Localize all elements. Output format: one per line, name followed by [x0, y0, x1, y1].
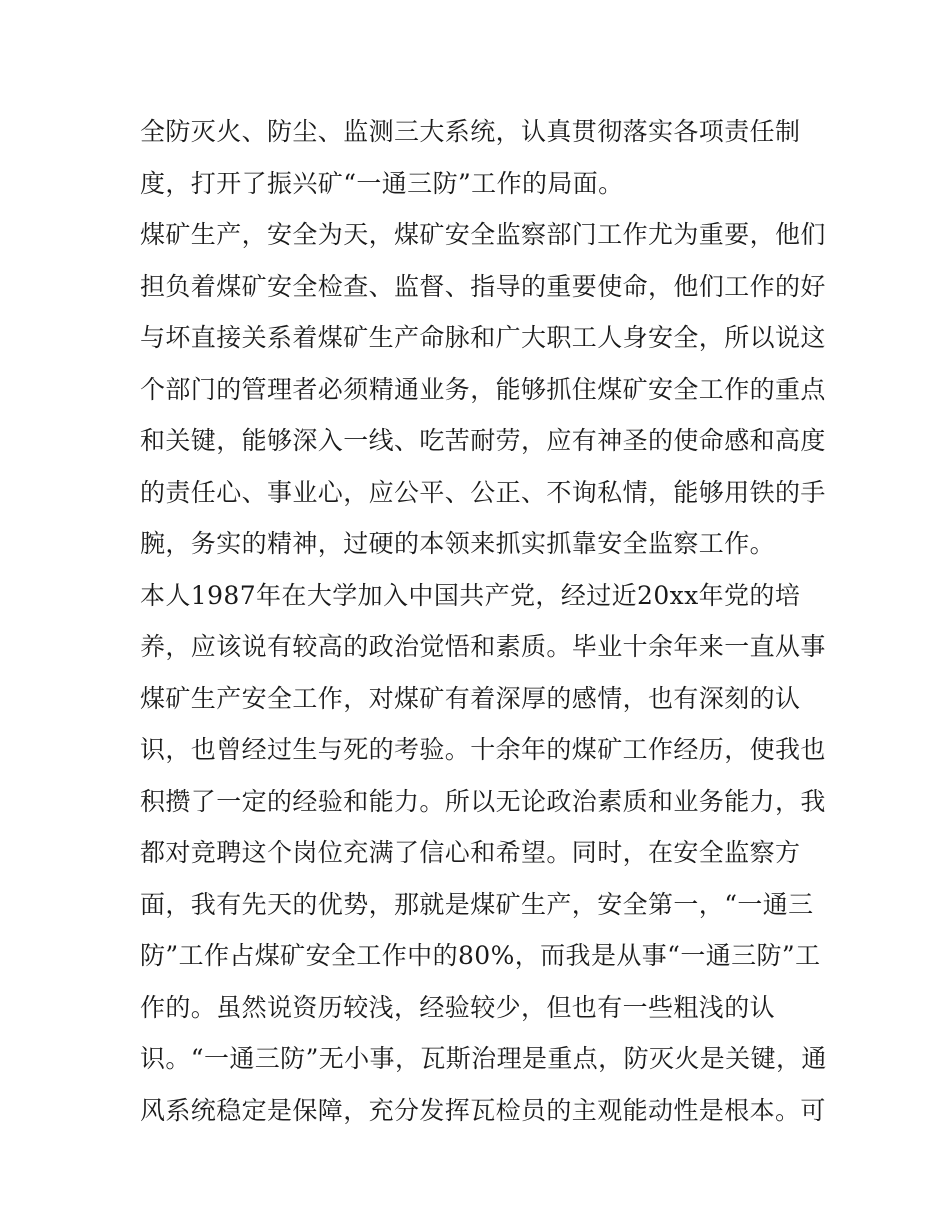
text-line: 担负着煤矿安全检查、监督、指导的重要使命，他们工作的好 — [140, 271, 826, 301]
text-line: 与坏直接关系着煤矿生产命脉和广大职工人身安全，所以说这 — [140, 323, 826, 352]
text-line: 积攒了一定的经验和能力。所以无论政治素质和业务能力，我 — [140, 786, 826, 816]
text-line: 作的。虽然说资历较浅，经验较少，但也有一些粗浅的认 — [140, 992, 776, 1022]
text-line: 本人1987年在大学加入中国共产党，经过近20xx年党的培 — [140, 580, 801, 610]
text-line: 煤矿生产，安全为天，煤矿安全监察部门工作尤为重要，他们 — [140, 220, 826, 249]
text-line: 和关键，能够深入一线、吃苦耐劳，应有神圣的使命感和高度 — [140, 426, 826, 455]
text-line: 煤矿生产安全工作，对煤矿有着深厚的感情，也有深刻的认 — [140, 683, 801, 713]
body-text — [140, 110, 827, 1140]
text-line: 识，也曾经过生与死的考验。十余年的煤矿工作经历，使我也 — [140, 735, 826, 764]
text-line: 全防灭火、防尘、监测三大系统，认真贯彻落实各项责任制 — [140, 117, 801, 146]
text-line: 度，打开了振兴矿“一通三防”工作的局面。 — [140, 168, 624, 198]
text-line: 的责任心、事业心，应公平、公正、不询私情，能够用铁的手 — [140, 477, 826, 507]
text-line: 个部门的管理者必须精通业务，能够抓住煤矿安全工作的重点 — [140, 374, 826, 404]
text-line: 腕，务实的精神，过硬的本领来抓实抓靠安全监察工作。 — [140, 529, 776, 558]
text-line: 养，应该说有较高的政治觉悟和素质。毕业十余年来一直从事 — [140, 632, 826, 661]
text-line: 识。“一通三防”无小事，瓦斯治理是重点，防灭火是关键，通 — [140, 1044, 827, 1073]
text-line: 面，我有先天的优势，那就是煤矿生产，安全第一，“一通三 — [140, 889, 814, 919]
text-line: 防”工作占煤矿安全工作中的80%，而我是从事“一通三防”工 — [140, 941, 821, 970]
text-line: 都对竞聘这个岗位充满了信心和希望。同时，在安全监察方 — [140, 838, 801, 867]
text-line: 风系统稳定是保障，充分发挥瓦检员的主观能动性是根本。可 — [140, 1095, 826, 1125]
